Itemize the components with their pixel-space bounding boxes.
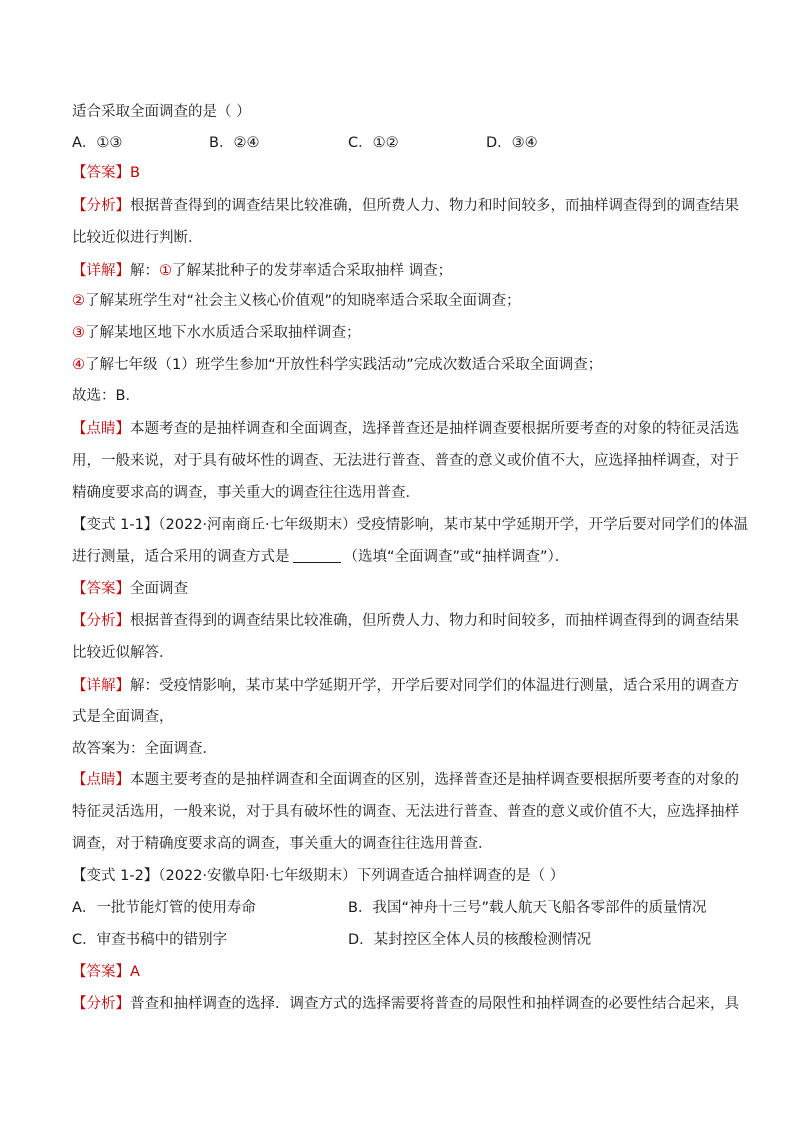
answer-value: B [130, 165, 140, 181]
detail-tag: 【详解】 [72, 263, 130, 279]
q1-option-c: C．①② [348, 135, 399, 151]
variant-label: 【变式 1-1】 [72, 517, 159, 533]
detail-text: 了解某地区地下水水质适合采取抽样调查； [85, 325, 361, 341]
q1-comment-line-2: 用，一般来说，对于具有破坏性的调查、无法进行普查、普查的意义或价值不大，应选择抽样调查，对于 [72, 453, 739, 469]
v1-detail-line-1 [72, 676, 739, 696]
v2-answer [72, 962, 140, 982]
detail-tag: 【详解】 [72, 678, 130, 694]
circled-number-4: ④ [72, 357, 85, 373]
circled-number-3: ③ [72, 325, 85, 341]
q1-answer [72, 163, 140, 183]
v1-stem-line-1 [72, 515, 748, 535]
q1-detail-line-2 [72, 291, 521, 311]
detail-text: 了解七年级（1）班学生参加“开放性科学实践活动”完成次数适合采取全面调查； [85, 357, 603, 373]
answer-value: 全面调查 [130, 581, 188, 597]
answer-tag: 【答案】 [72, 964, 130, 980]
q1-detail-line-1 [72, 261, 452, 281]
analysis-tag: 【分析】 [72, 613, 130, 629]
q1-stem-tail: 适合采取全面调查的是（ ） [72, 104, 251, 120]
detail-prefix: 解： [130, 263, 159, 279]
comment-tag: 【点睛】 [72, 421, 130, 437]
v1-detail-line-3: 故答案为：全面调查． [72, 741, 217, 757]
analysis-tag: 【分析】 [72, 996, 130, 1012]
v1-analysis-line-1 [72, 611, 739, 631]
comment-text: 本题考查的是抽样调查和全面调查，选择普查还是抽样调查要根据所要考查的对象的特征灵活选 [130, 421, 739, 437]
v1-comment-line-3: 调查，对于精确度要求高的调查，事关重大的调查往往选用普查． [72, 836, 493, 852]
v1-stem-line-2 [72, 547, 569, 567]
q1-analysis-line-1 [72, 196, 739, 216]
answer-value: A [130, 964, 140, 980]
v2-option-d: D．某封控区全体人员的核酸检测情况 [348, 932, 592, 948]
variant-stem: （选填“全面调查”或“抽样调查”）． [343, 549, 570, 565]
variant-stem: 受疫情影响，某市某中学延期开学，开学后要对同学们的体温 [356, 517, 749, 533]
circled-number-2: ② [72, 293, 85, 309]
analysis-text: 根据普查得到的调查结果比较准确，但所费人力、物力和时间较多，而抽样调查得到的调查结果 [130, 198, 739, 214]
q1-option-a: A．①③ [72, 135, 123, 151]
answer-tag: 【答案】 [72, 581, 130, 597]
answer-tag: 【答案】 [72, 165, 130, 181]
variant-source: （2022·河南商丘·七年级期末） [158, 517, 357, 533]
answer-blank [293, 548, 341, 563]
detail-text: 解：受疫情影响，某市某中学延期开学，开学后要对同学们的体温进行测量，适合采用的调查方 [130, 678, 739, 694]
q1-analysis-line-2: 比较近似进行判断． [72, 230, 203, 246]
detail-text: 了解某批种子的发芽率适合采取抽样 调查； [172, 263, 453, 279]
q1-detail-line-3 [72, 323, 361, 343]
variant-label: 【变式 1-2】 [72, 868, 159, 884]
q1-option-b: B．②④ [209, 135, 260, 151]
v2-analysis-line-1 [72, 994, 739, 1014]
q1-comment-line-1 [72, 419, 739, 439]
comment-tag: 【点睛】 [72, 772, 130, 788]
v1-detail-line-2: 式是全面调查， [72, 709, 174, 725]
circled-number-1: ① [159, 263, 172, 279]
variant-source: （2022·安徽阜阳·七年级期末） [158, 868, 357, 884]
q1-choose: 故选：B． [72, 388, 140, 404]
v2-option-a: A．一批节能灯管的使用寿命 [72, 900, 256, 916]
variant-stem: 下列调查适合抽样调查的是（ ） [356, 868, 565, 884]
comment-text: 本题主要考查的是抽样调查和全面调查的区别，选择普查还是抽样调查要根据所要考查的对象的 [130, 772, 739, 788]
v2-stem [72, 866, 564, 886]
variant-stem: 进行测量，适合采用的调查方式是 [72, 549, 290, 565]
q1-option-d: D．③④ [486, 135, 538, 151]
v1-comment-line-1 [72, 770, 739, 790]
v1-analysis-line-2: 比较近似解答． [72, 645, 174, 661]
analysis-text: 普查和抽样调查的选择．调查方式的选择需要将普查的局限性和抽样调查的必要性结合起来，具 [130, 996, 739, 1012]
analysis-text: 根据普查得到的调查结果比较准确，但所费人力、物力和时间较多，而抽样调查得到的调查结果 [130, 613, 739, 629]
analysis-tag: 【分析】 [72, 198, 130, 214]
v1-answer [72, 579, 188, 599]
v1-comment-line-2: 特征灵活选用，一般来说，对于具有破坏性的调查、无法进行普查、普查的意义或价值不大，应选择抽样 [72, 804, 739, 820]
q1-comment-line-3: 精确度要求高的调查，事关重大的调查往往选用普查． [72, 485, 420, 501]
v2-option-c: C．审查书稿中的错别字 [72, 932, 228, 948]
detail-text: 了解某班学生对“社会主义核心价值观”的知晓率适合采取全面调查； [85, 293, 521, 309]
v2-option-b: B．我国“神舟十三号”载人航天飞船各零部件的质量情况 [348, 900, 707, 916]
q1-detail-line-4 [72, 355, 602, 375]
